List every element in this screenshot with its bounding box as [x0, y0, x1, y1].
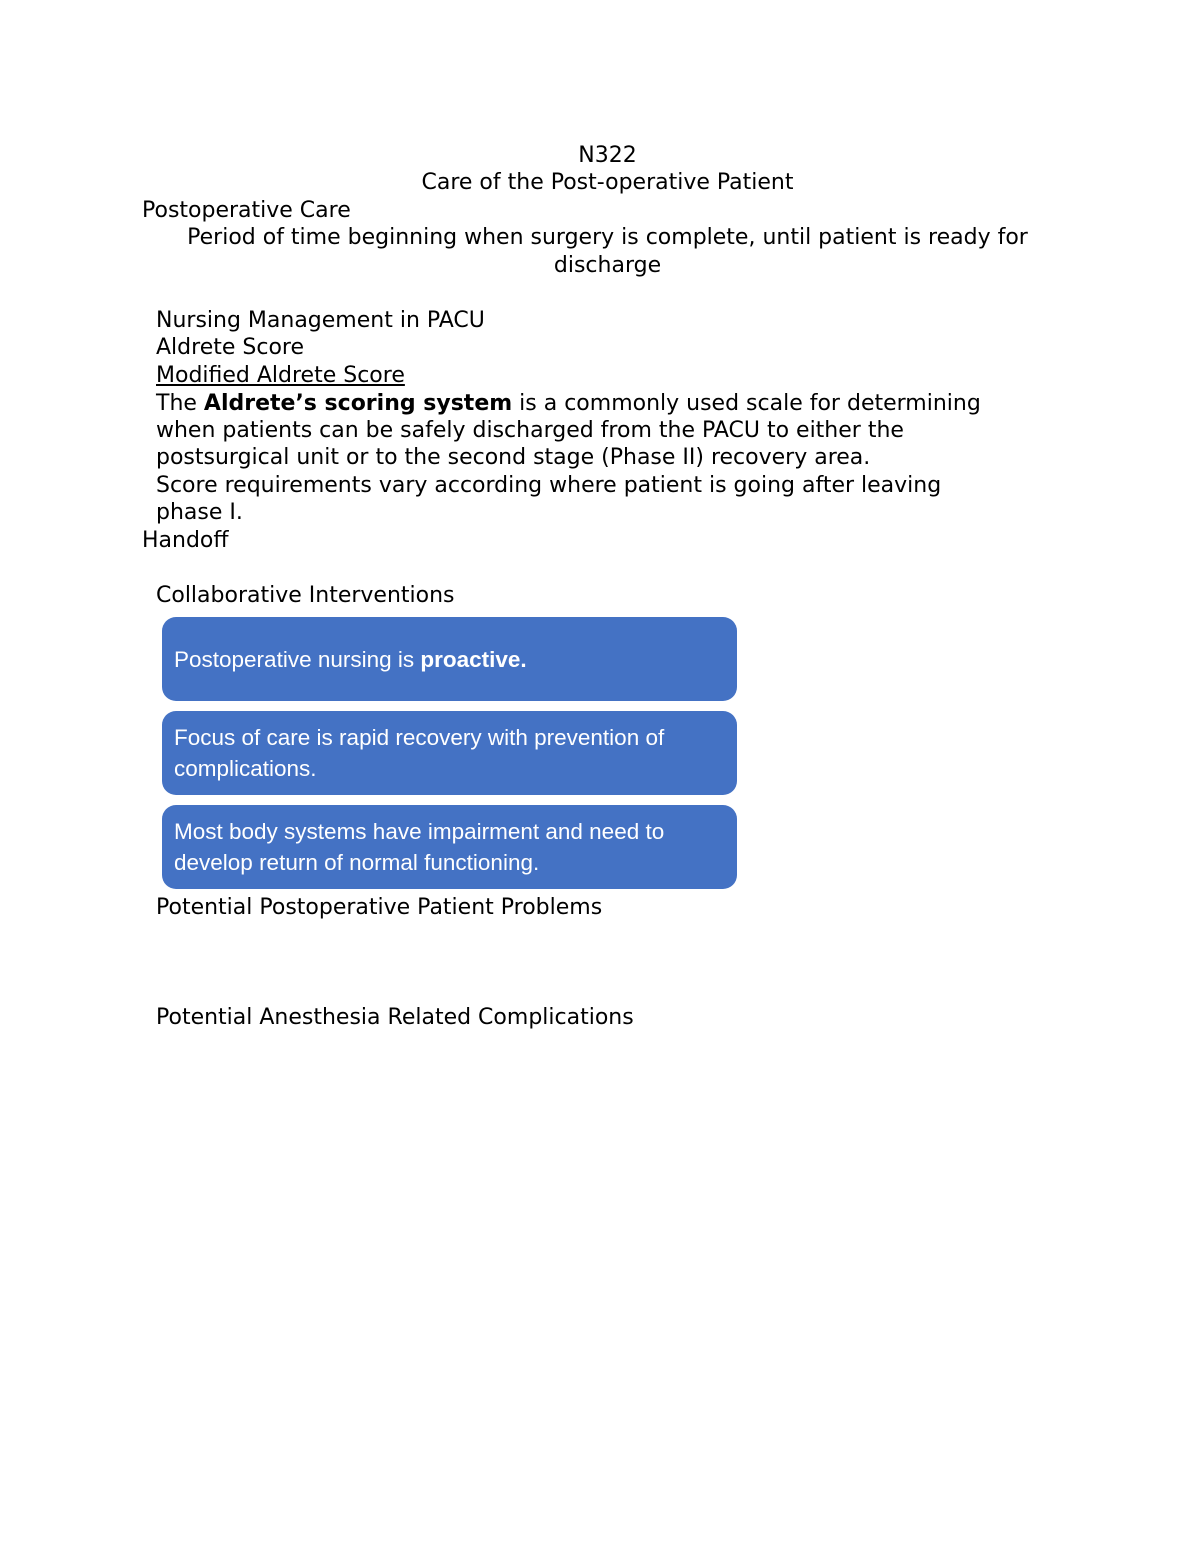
focus-line2: complications.	[174, 756, 317, 781]
postop-care-heading: Postoperative Care	[142, 198, 351, 223]
intervention-box-body-systems	[162, 805, 737, 889]
document-title: Care of the Post-operative Patient	[421, 170, 794, 195]
intervention-box-proactive-text	[174, 644, 527, 675]
score-requirements-line2: phase I.	[156, 500, 243, 525]
body-systems-line2: develop return of normal functioning.	[174, 850, 540, 875]
course-code: N322	[578, 143, 637, 168]
intervention-box-body-systems-text	[174, 816, 664, 878]
proactive-text: Postoperative nursing is	[174, 646, 421, 672]
score-requirements-line1: Score requirements vary according where patient is going after leaving	[156, 473, 942, 498]
aldrete-paragraph-suffix: is a commonly used scale for determining	[512, 391, 981, 416]
postoperative-problems-heading: Potential Postoperative Patient Problems	[156, 895, 603, 920]
pacu-heading: Nursing Management in PACU	[156, 308, 485, 333]
aldrete-score: Aldrete Score	[156, 335, 304, 360]
intervention-box-proactive	[162, 617, 737, 701]
intervention-box-focus-text	[174, 722, 664, 784]
postop-definition-line2: discharge	[553, 253, 662, 278]
aldrete-scoring-system-bold: Aldrete’s scoring system	[203, 391, 513, 416]
anesthesia-complications-heading: Potential Anesthesia Related Complications	[156, 1005, 634, 1030]
aldrete-paragraph-line1	[156, 390, 981, 417]
modified-aldrete-score: Modified Aldrete Score	[156, 363, 405, 388]
aldrete-paragraph-prefix: The	[156, 391, 204, 416]
aldrete-paragraph-line2: when patients can be safely discharged from the PACU to either the	[156, 418, 904, 443]
handoff-heading: Handoff	[142, 528, 229, 553]
collaborative-interventions-heading: Collaborative Interventions	[156, 583, 455, 608]
intervention-box-focus	[162, 711, 737, 795]
postop-definition-line1: Period of time beginning when surgery is complete, until patient is ready for	[187, 225, 1028, 250]
proactive-bold: proactive.	[420, 646, 527, 672]
body-systems-line1: Most body systems have impairment and need to	[174, 819, 665, 844]
aldrete-paragraph-line3: postsurgical unit or to the second stage (Phase II) recovery area.	[156, 445, 871, 470]
focus-line1: Focus of care is rapid recovery with prevention of	[174, 725, 665, 750]
